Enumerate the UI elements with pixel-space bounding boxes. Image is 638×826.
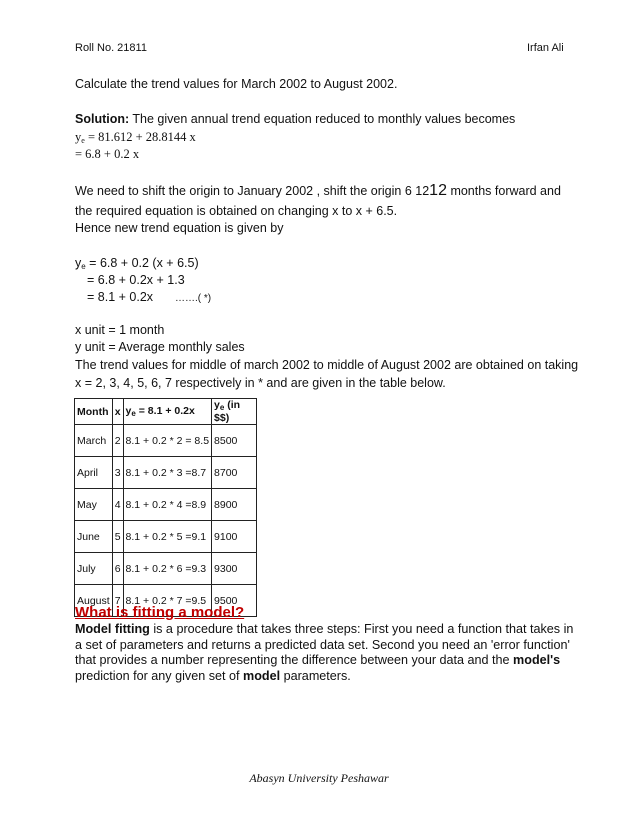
equation-line-2: = 6.8 + 0.2 x (75, 147, 140, 161)
solution-label: Solution: (75, 112, 130, 126)
shift-line-1-big: 12 (429, 182, 447, 199)
cell-value: 8500 (212, 425, 257, 457)
units-paragraph-line-2: x = 2, 3, 4, 5, 6, 7 respectively in * and are given in the table below. (75, 376, 446, 390)
col-value-header (212, 399, 257, 425)
neq-sub: e (81, 262, 86, 271)
fitting-text-2: prediction for any given set of (75, 668, 244, 683)
neq-y: y (75, 256, 82, 270)
new-equation-line-3 (87, 289, 211, 307)
shift-line-1 (75, 183, 561, 199)
x-unit-text: x unit = 1 month (75, 323, 165, 337)
fitting-bold-2: model's (513, 653, 561, 667)
cell-calc: 8.1 + 0.2 * 4 =8.9 (123, 489, 211, 521)
val-header-sub: e (219, 403, 225, 412)
eq-header-y: y (125, 405, 132, 417)
eq-header-rest: = 8.1 + 0.2x (135, 405, 195, 417)
table-row (75, 553, 257, 585)
fitting-text-1: is a procedure that takes three steps: First you need a function that takes in a set of parameters and returns a predicted data set. Second you need an 'error function' that provides a number representing the difference between your data and the (75, 622, 574, 667)
eq1-rhs: = 81.612 + 28.8144 x (84, 130, 196, 144)
cell-x: 5 (112, 521, 123, 553)
neq-rhs: = 6.8 + 0.2 (x + 6.5) (85, 256, 199, 270)
shift-line-1b: months forward and (446, 184, 561, 198)
cell-calc: 8.1 + 0.2 * 5 =9.1 (123, 521, 211, 553)
y-unit-text: y unit = Average monthly sales (75, 340, 245, 354)
cell-month: July (75, 553, 113, 585)
cell-value: 9500 (212, 585, 257, 617)
cell-x: 2 (112, 425, 123, 457)
cell-x: 4 (112, 489, 123, 521)
fitting-text-3: parameters. (280, 668, 351, 683)
val-header-rest: (in $$) (214, 399, 241, 424)
header-roll-number: Roll No. 21811 (75, 42, 147, 54)
cell-x: 3 (112, 457, 123, 489)
question-text: Calculate the trend values for March 2002 to August 2002. (75, 77, 398, 91)
table-row (75, 457, 257, 489)
table-header-row (75, 399, 257, 425)
cell-x: 6 (112, 553, 123, 585)
cell-value: 8900 (212, 489, 257, 521)
fitting-bold-1: Model fitting (75, 622, 150, 636)
cell-month: August (75, 585, 113, 617)
cell-calc: 8.1 + 0.2 * 7 =9.5 (123, 585, 211, 617)
fitting-heading: What is fitting a model? (75, 604, 245, 621)
cell-value: 8700 (212, 457, 257, 489)
table-row (75, 489, 257, 521)
cell-calc: 8.1 + 0.2 * 2 = 8.5 (123, 425, 211, 457)
trend-values-table (74, 398, 257, 617)
eq1-y: y (75, 130, 82, 144)
cell-x: 7 (112, 585, 123, 617)
table-row (75, 425, 257, 457)
units-paragraph-line-1: The trend values for middle of march 2002 to middle of August 2002 are obtained on taking (75, 358, 579, 372)
col-month-header: Month (75, 399, 113, 425)
shift-line-3: Hence new trend equation is given by (75, 221, 284, 235)
eq-header-sub: e (131, 409, 136, 418)
cell-month: May (75, 489, 113, 521)
table-row (75, 521, 257, 553)
cell-value: 9300 (212, 553, 257, 585)
page-footer: Abasyn University Peshawar (249, 771, 389, 785)
cell-month: June (75, 521, 113, 553)
val-header-y: y (214, 399, 220, 411)
fitting-bold-3: model (243, 668, 281, 683)
header-author-name: Irfan Ali (527, 42, 564, 54)
cell-month: April (75, 457, 113, 489)
solution-intro: The given annual trend equation reduced to monthly values becomes (129, 112, 516, 126)
solution-line (75, 111, 515, 127)
neq-l3: = 8.1 + 0.2x (87, 290, 154, 304)
neq-tag: …….( *) (175, 293, 212, 304)
cell-value: 9100 (212, 521, 257, 553)
col-x-header: x (112, 399, 123, 425)
shift-line-2: the required equation is obtained on changing x to x + 6.5. (75, 204, 398, 218)
cell-calc: 8.1 + 0.2 * 6 =9.3 (123, 553, 211, 585)
fitting-paragraph (75, 622, 575, 684)
col-equation-header (123, 399, 211, 425)
shift-line-1a: We need to shift the origin to January 2002 , shift the origin 6 12 (75, 184, 430, 198)
cell-calc: 8.1 + 0.2 * 3 =8.7 (123, 457, 211, 489)
eq1-sub: e (81, 136, 85, 145)
cell-month: March (75, 425, 113, 457)
new-equation-line-2: = 6.8 + 0.2x + 1.3 (87, 273, 185, 287)
